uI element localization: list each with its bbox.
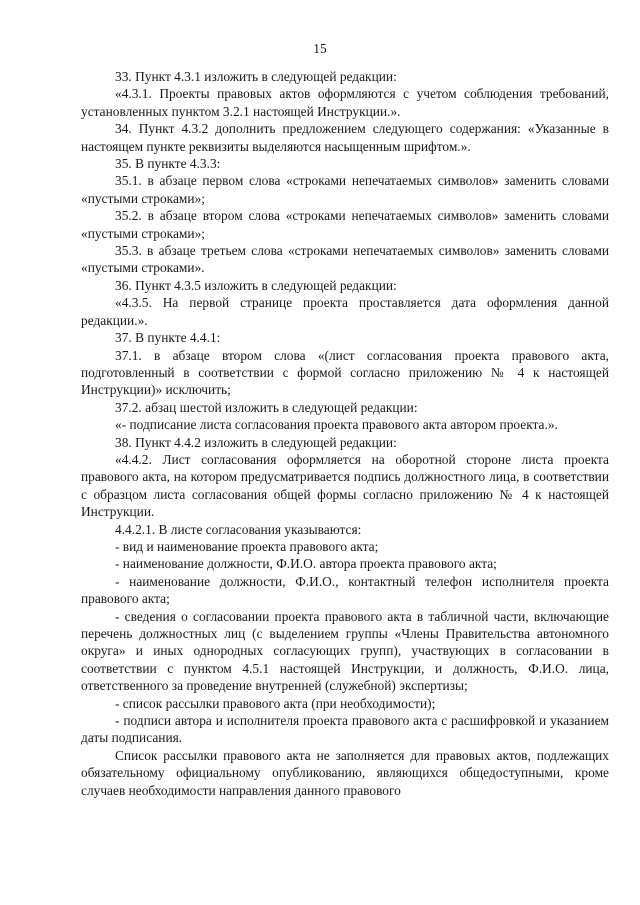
paragraph-35-3: 35.3. в абзаце третьем слова «строками непечатаемых символов» заменить словами «пустыми строками». — [81, 243, 609, 276]
paragraph-37: 37. В пункте 4.4.1: — [115, 330, 221, 346]
page-number: 15 — [313, 41, 327, 56]
paragraph-35: 35. В пункте 4.3.3: — [115, 156, 221, 172]
paragraph-distribution-note: Список рассылки правового акта не заполняется для правовых актов, подлежащих обязательному официальному опубликованию, являющихся общедоступными, кроме случаев необходимости направления данного правового — [81, 747, 609, 798]
list-item-approval-info: - сведения о согласовании проекта правового акта в табличной части, включающие перечень должностных лиц (с выделением группы «Члены Правительства автономного округа» и иных однородных согласующих групп), участвующих в согласовании в соответствии с пунктом 4.5.1 настоящей Инструкции, и должность, Ф.И.О. лица, ответственного за проведение внутренней (служебной) экспертизы; — [81, 608, 609, 694]
paragraph-4-3-5-text: «4.3.5. На первой странице проекта проставляется дата оформления данной редакции.». — [81, 295, 609, 328]
list-item-author: - наименование должности, Ф.И.О. автора проекта правового акта; — [115, 556, 497, 572]
paragraph-33: 33. Пункт 4.3.1 изложить в следующей редакции: — [115, 69, 397, 84]
paragraph-37-2-text: «- подписание листа согласования проекта правового акта автором проекта.». — [115, 417, 558, 433]
paragraph-34: 34. Пункт 4.3.2 дополнить предложением следующего содержания: «Указанные в настоящем пункте реквизиты выделяются насыщенным шрифтом.». — [81, 121, 609, 154]
paragraph-35-2: 35.2. в абзаце втором слова «строками непечатаемых символов» заменить словами «пустыми строками»; — [81, 208, 609, 241]
list-item-distribution-list: - список рассылки правового акта (при необходимости); — [115, 695, 436, 711]
paragraph-4-4-2-1: 4.4.2.1. В листе согласования указываются: — [115, 521, 362, 537]
paragraph-38: 38. Пункт 4.4.2 изложить в следующей редакции: — [115, 434, 397, 450]
paragraph-37-1: 37.1. в абзаце втором слова «(лист согласования проекта правового акта, подготовленный в соответствии с формой согласно приложению № 4 к настоящей Инструкции)» исключить; — [81, 347, 609, 398]
paragraph-36: 36. Пункт 4.3.5 изложить в следующей редакции: — [115, 277, 397, 293]
list-item-signatures: - подписи автора и исполнителя проекта правового акта с расшифровкой и указанием даты подписания. — [81, 713, 609, 746]
paragraph-35-1: 35.1. в абзаце первом слова «строками непечатаемых символов» заменить словами «пустыми строками»; — [81, 173, 609, 206]
list-item-executor: - наименование должности, Ф.И.О., контактный телефон исполнителя проекта правового акта; — [81, 573, 609, 607]
paragraph-4-3-1-text: «4.3.1. Проекты правовых актов оформляются с учетом соблюдения требований, установленных пунктом 3.2.1 настоящей Инструкции.». — [81, 86, 609, 119]
paragraph-4-4-2-text: «4.4.2. Лист согласования оформляется на оборотной стороне листа проекта правового акта, на котором предусматривается подпись должностного лица, в соответствии с образцом листа согласования общей формы согласно приложению № 4 к настоящей Инструкции. — [81, 451, 609, 520]
document-body — [81, 68, 609, 799]
list-item-act-type: - вид и наименование проекта правового акта; — [115, 538, 379, 554]
paragraph-37-2: 37.2. абзац шестой изложить в следующей редакции: — [115, 399, 418, 415]
